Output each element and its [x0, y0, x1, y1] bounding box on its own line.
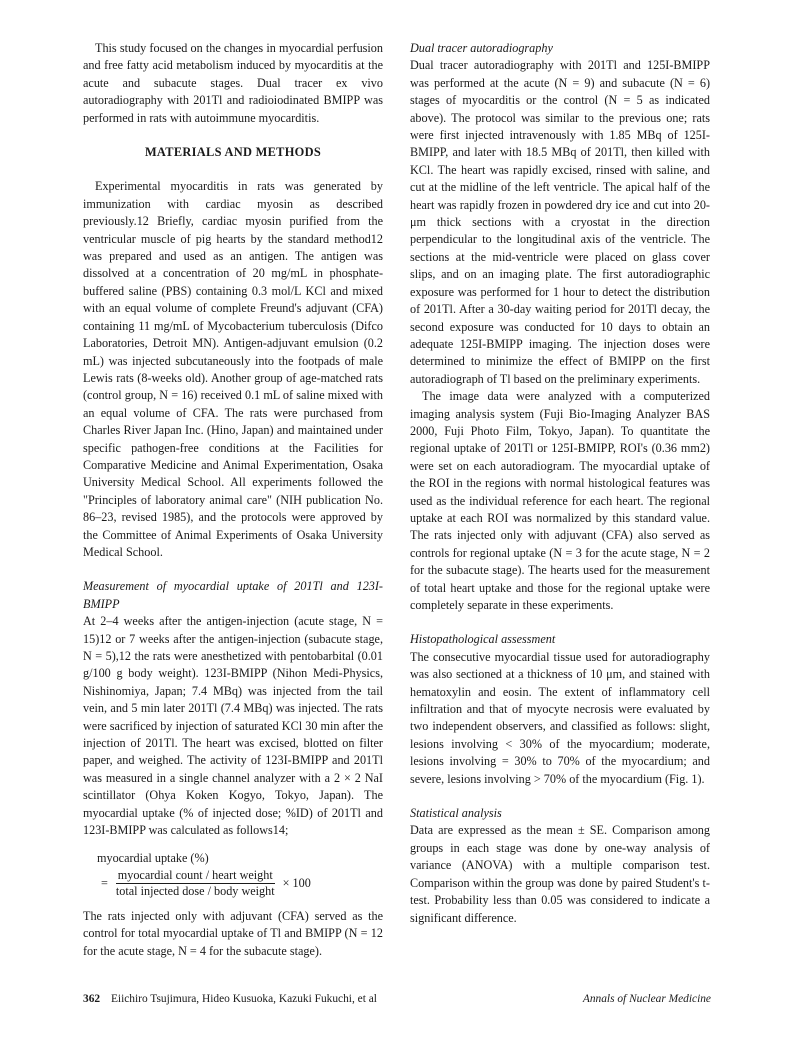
subhead-dual-tracer: Dual tracer autoradiography [410, 41, 553, 55]
uptake-paragraph: At 2–4 weeks after the antigen-injection (acute stage, N = 15)12 or 7 weeks after the antigen-injection (subacute stage, N = 5),12 the rats were anesthetized with pentobarbital (0.01 g/100 g body weight). 123I-BMIPP (Nihon Medi-Physics, Nishinomiya, Japan; 7.4 MBq) was injected from the tail vein, and 5 min later 201Tl (7.4 MBq) was injected. The rats were sacrificed by injection of saturated KCl 30 min after the injection of 201Tl. The heart was excised, blotted on filter paper, and weighed. The activity of 123I-BMIPP and 201Tl was measured in a single channel analyzer with a 2 × 2 NaI scintillator (Ohya Koken Kogyo, Tokyo, Japan). The myocardial uptake (% of injected dose; %ID) of 201Tl and 123I-BMIPP was calculated as follows14; [83, 614, 383, 838]
image-analysis-paragraph: The image data were analyzed with a computerized imaging analysis system (Fuji Bio-Imaging Analyzer BAS 2000, Fuji Photo Film, Tokyo, Japan). To quantitate the regional uptake of 201Tl or 125I-BMIPP, ROI's (0.36 mm2) were set on each autoradiogram. The myocardial uptake of the ROI in the regions with normal histological features was used as the individual reference for each heart. The regional uptake at each ROI was normalized by this standard value. The rats injected only with adjuvant (CFA) also served as controls for regional uptake (N = 3 for the acute stage, N = 2 for the subacute stage). The hearts used for the measurement of total heart uptake and those for the regional uptake were completely separate in these experiments. [410, 389, 710, 612]
right-column [410, 40, 710, 927]
formula-numerator: myocardial count / heart weight [117, 867, 273, 882]
control-paragraph: The rats injected only with adjuvant (CFA) served as the control for total myocardial uptake of Tl and BMIPP (N = 12 for the acute stage, N = 4 for the subacute stage). [83, 908, 383, 958]
statistics-paragraph: Data are expressed as the mean ± SE. Comparison among groups in each stage was done by one-way analysis of variance (ANOVA) with a multiple comparison test. Comparison within the group was done by paired Student's t-test. Probability less than 0.05 was considered to indicate a significant difference. [410, 823, 710, 925]
uptake-formula [97, 850, 383, 898]
footer-journal: Annals of Nuclear Medicine [582, 993, 711, 1005]
formula-factor: × 100 [282, 875, 311, 890]
section-title: MATERIALS AND METHODS [144, 145, 322, 160]
formula-denominator: total injected dose / body weight [115, 883, 275, 898]
methods-paragraph: Experimental myocarditis in rats was generated by immunization with cardiac myosin as described previously.12 Briefly, cardiac myosin purified from the ventricular muscle of pig hearts by the standard method12 was prepared and used as an antigen. The antigen was dissolved at a concentration of 20 mg/mL in phosphate-buffered saline (PBS) containing 0.3 mol/L KCl and mixed with an equal volume of complete Freund's adjuvant (CFA) containing 11 mg/mL of Mycobacterium tuberculosis (Difco Laboratories, Detroit MN). Antigen-adjuvant emulsion (0.2 mL) was injected subcutaneously into the footpads of male Lewis rats (8-weeks old). Another group of age-matched rats (control group, N = 16) received 0.1 mL of saline mixed with an equal volume of CFA. The rats were purchased from Charles River Japan Inc. (Hino, Japan) and maintained under specific pathogen-free conditions at the Facilities for Comparative Medicine and Animal Experimentation, Osaka University Medical School. All experiments followed the "Principles of laboratory animal care" (NIH publication No. 86–23, revised 1985), and the protocols were approved by the Committee of Animal Experiments of Osaka University Medical School. [83, 179, 383, 559]
subhead-histopathology: Histopathological assessment [410, 632, 556, 647]
intro-paragraph: This study focused on the changes in myocardial perfusion and free fatty acid metabolism induced by myocarditis at the acute and subacute stages. Dual tracer ex vivo autoradiography with 201Tl and radioiodinated BMIPP was performed in rats with autoimmune myocarditis. [83, 41, 383, 125]
histopathology-paragraph: The consecutive myocardial tissue used for autoradiography was also sectioned at a thickness of 10 μm, and stained with hematoxylin and eosin. The extent of inflammatory cell infiltration and that of myocyte necrosis were evaluated by two independent observers, and classified as follows: slight, lesions involving < 30% of the myocardium; moderate, lesions involving = 30% to 70% of the myocardium; and severe, lesions involving > 70% of the myocardium (Fig. 1). [410, 649, 710, 786]
footer-authors: Eiichiro Tsujimura, Hideo Kusuoka, Kazuki Fukuchi, et al [110, 993, 377, 1005]
subhead-uptake: Measurement of myocardial uptake of 201Tl and 123I-BMIPP [83, 579, 383, 611]
subhead-statistics: Statistical analysis [410, 806, 502, 821]
page-number: 362 [83, 993, 101, 1005]
dual-tracer-paragraph: Dual tracer autoradiography with 201Tl and 125I-BMIPP was performed at the acute (N = 9) and subacute (N = 6) stages of myocarditis or the control (N = 5 as indicated above). The protocol was similar to the previous one; rats were first injected intravenously with 1.85 MBq of 125I-BMIPP, and later with 18.5 MBq of 201Tl, then killed with KCl. The heart was rapidly excised, rinsed with saline, and cut at the midline of the left ventricle. The apical half of the heart was rapidly frozen in powdered dry ice and cut into 20-μm thick sections with a cryostat in the direction perpendicular to the longitudinal axis of the ventricle. The sections at the mid-ventricle were placed on glass cover slips, and on an imaging plate. The first autoradiographic exposure was performed for 1 hour to detect the distribution of 201Tl. After a 30-day waiting period for 201Tl decay, the second exposure was conducted for 10 days to obtain an adequate 125I-BMIPP imaging. The injection doses were determined to minimize the effect of BMIPP on the first autoradiograph of Tl based on the preliminary experiments. [410, 58, 710, 386]
formula-equals: = [101, 875, 108, 890]
page-footer [83, 993, 711, 1005]
left-column [83, 40, 383, 960]
formula-lhs: myocardial uptake (%) [97, 851, 209, 866]
